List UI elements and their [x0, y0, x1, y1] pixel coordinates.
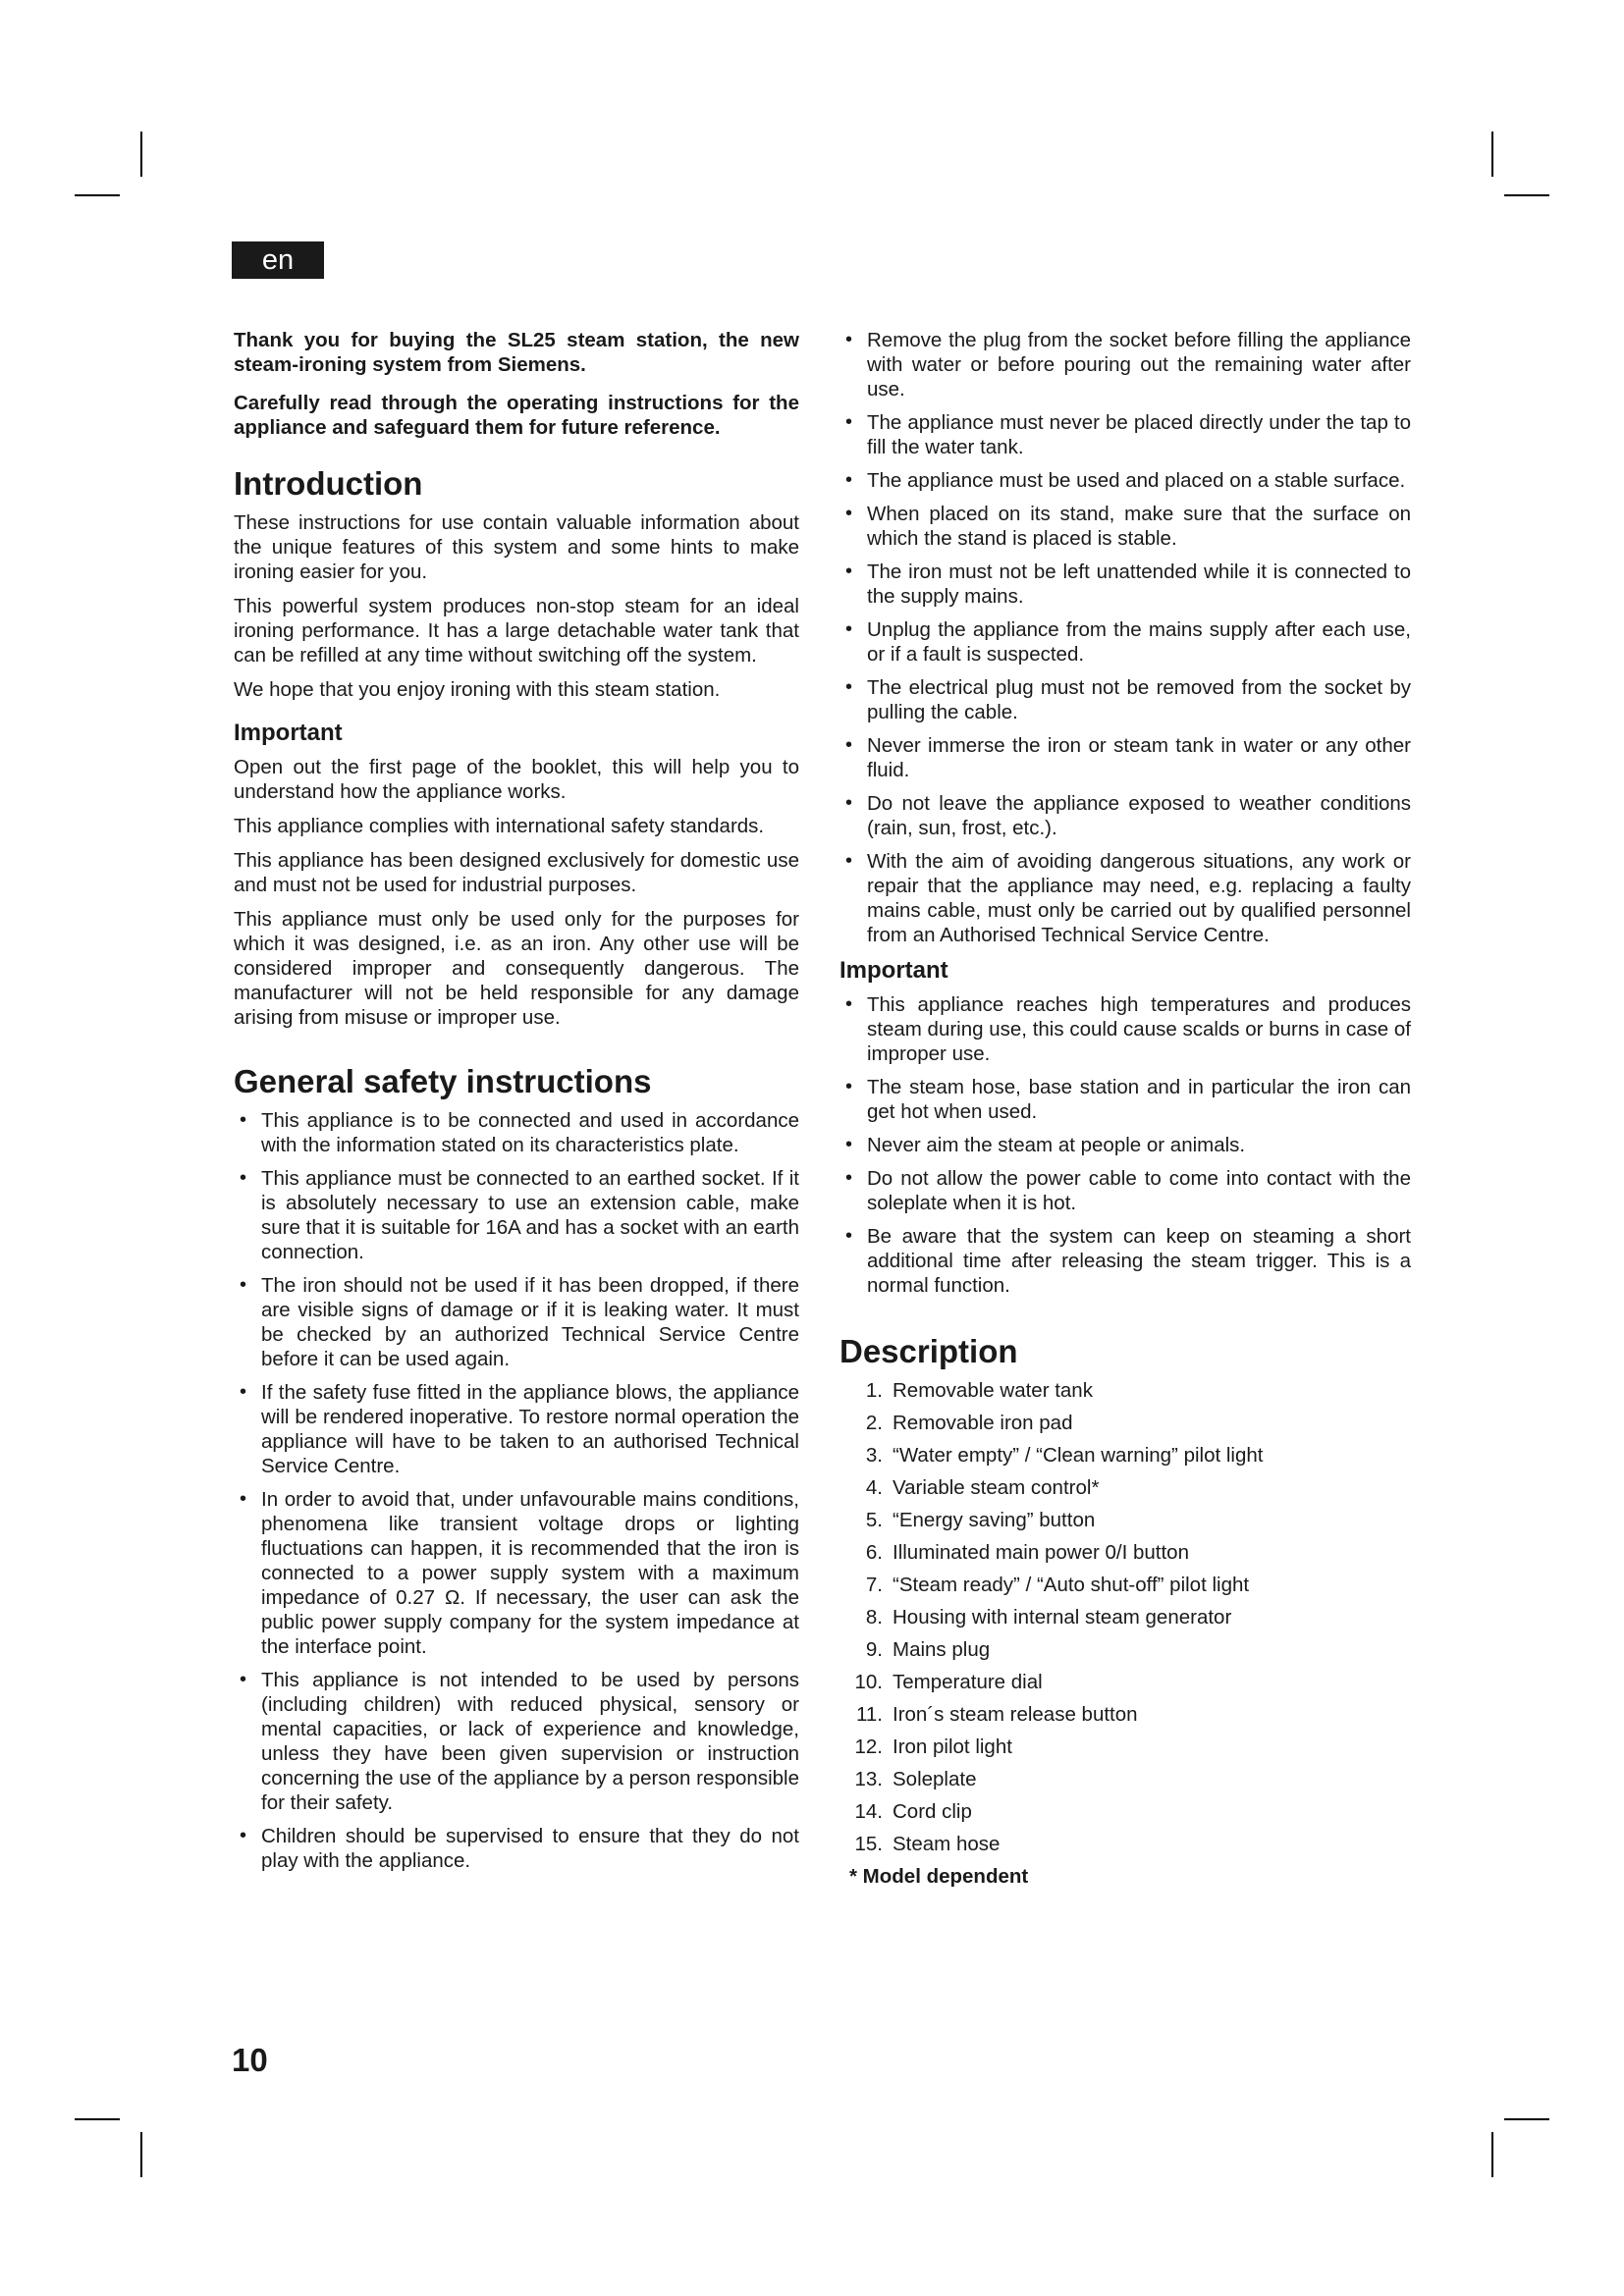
list-item: • This appliance is not intended to be used by persons (including children) with reduced physical, sensory or mental capacities, or lack of experience and knowledge, unless they have been given supervision or instruction concerning the use of the appliance by a person responsible for their safety.	[234, 1668, 799, 1815]
list-item: • Never immerse the iron or steam tank in water or any other fluid.	[839, 733, 1411, 782]
description-item-number: 9.	[865, 1638, 883, 1661]
list-item: • The steam hose, base station and in particular the iron can get hot when used.	[839, 1075, 1411, 1124]
model-dependent-note: * Model dependent	[849, 1865, 1029, 1888]
description-item-number: 3.	[865, 1444, 883, 1467]
description-item-label: Variable steam control*	[893, 1476, 1100, 1499]
list-item: • This appliance reaches high temperatures and produces steam during use, this could cause scalds or burns in case of improper use.	[839, 992, 1411, 1066]
description-item-number: 8.	[865, 1606, 883, 1629]
description-item	[839, 1637, 1411, 1662]
important-list	[839, 992, 1411, 1298]
description-item-label: “Steam ready” / “Auto shut-off” pilot light	[893, 1574, 1250, 1596]
description-item	[839, 1605, 1411, 1629]
description-item-label: Steam hose	[893, 1833, 1001, 1855]
description-item-label: Removable water tank	[893, 1379, 1093, 1402]
introduction-paragraph: We hope that you enjoy ironing with this steam station.	[234, 678, 721, 701]
list-item: • Unplug the appliance from the mains supply after each use, or if a fault is suspected.	[839, 617, 1411, 667]
right-column	[839, 328, 1411, 1889]
description-item-label: Removable iron pad	[893, 1412, 1073, 1434]
crop-mark	[1491, 2132, 1493, 2177]
description-list	[839, 1378, 1411, 1856]
description-item-label: Iron´s steam release button	[893, 1703, 1138, 1726]
introduction-heading: Introduction	[234, 465, 423, 502]
description-item-number: 10.	[854, 1671, 883, 1693]
description-item-number: 5.	[865, 1509, 883, 1531]
description-item-number: 2.	[865, 1412, 883, 1434]
list-item: • When placed on its stand, make sure that the surface on which the stand is placed is stable.	[839, 502, 1411, 551]
important-paragraph: This appliance must only be used only for the purposes for which it was designed, i.e. as an iron. Any other use will be considered improper and consequently dangerous. The manufacturer will not be held responsible for any damage arising from misuse or improper use.	[234, 908, 799, 1029]
description-item-number: 6.	[865, 1541, 883, 1564]
list-item: • Never aim the steam at people or animals.	[839, 1133, 1411, 1157]
intro-thanks: Thank you for buying the SL25 steam station, the new steam-ironing system from Siemens.	[234, 329, 799, 376]
description-item-number: 11.	[856, 1703, 883, 1726]
left-column	[234, 328, 799, 1882]
important-paragraph: This appliance has been designed exclusively for domestic use and must not be used for industrial purposes.	[234, 849, 799, 896]
description-item-label: “Water empty” / “Clean warning” pilot light	[893, 1444, 1264, 1467]
important-heading: Important	[839, 957, 948, 984]
list-item: • The electrical plug must not be removed from the socket by pulling the cable.	[839, 675, 1411, 724]
crop-mark	[1504, 194, 1549, 196]
description-item	[839, 1702, 1411, 1727]
list-item: • With the aim of avoiding dangerous situations, any work or repair that the appliance may need, e.g. replacing a faulty mains cable, must only be carried out by qualified personnel from an Authorised Technical Service Centre.	[839, 849, 1411, 947]
list-item: • The iron must not be left unattended while it is connected to the supply mains.	[839, 560, 1411, 609]
important-paragraph: Open out the first page of the booklet, this will help you to understand how the appliance works.	[234, 756, 799, 803]
list-item: • Be aware that the system can keep on steaming a short additional time after releasing the steam trigger. This is a normal function.	[839, 1224, 1411, 1298]
intro-read-instructions: Carefully read through the operating instructions for the appliance and safeguard them for future reference.	[234, 392, 799, 439]
description-item-label: Illuminated main power 0/I button	[893, 1541, 1189, 1564]
general-safety-heading: General safety instructions	[234, 1063, 652, 1099]
important-paragraph: This appliance complies with international safety standards.	[234, 815, 765, 837]
description-item	[839, 1378, 1411, 1403]
description-item	[839, 1540, 1411, 1565]
description-item-number: 13.	[854, 1768, 883, 1790]
description-item-number: 12.	[854, 1735, 883, 1758]
language-tab: en	[232, 241, 324, 279]
crop-mark	[75, 194, 120, 196]
list-item: • This appliance is to be connected and used in accordance with the information stated on its characteristics plate.	[234, 1108, 799, 1157]
description-item-label: Mains plug	[893, 1638, 991, 1661]
description-item-number: 15.	[854, 1833, 883, 1855]
description-item-number: 14.	[854, 1800, 883, 1823]
page-number: 10	[232, 2042, 268, 2078]
list-item: • Children should be supervised to ensure that they do not play with the appliance.	[234, 1824, 799, 1873]
description-item-label: Soleplate	[893, 1768, 977, 1790]
important-heading: Important	[234, 720, 343, 746]
description-item-label: Housing with internal steam generator	[893, 1606, 1232, 1629]
description-item-label: Cord clip	[893, 1800, 972, 1823]
introduction-paragraph: These instructions for use contain valuable information about the unique features of this system and some hints to make ironing easier for you.	[234, 511, 799, 583]
crop-mark	[1491, 132, 1493, 177]
list-item: • In order to avoid that, under unfavourable mains conditions, phenomena like transient voltage drops or lighting fluctuations can happen, it is recommended that the iron is connected to a power supply system with a maximum impedance of 0.27 Ω. If necessary, the user can ask the public power supply company for the system impedance at the interface point.	[234, 1487, 799, 1659]
description-item-label: “Energy saving” button	[893, 1509, 1096, 1531]
list-item: • The iron should not be used if it has been dropped, if there are visible signs of damage or if it is leaking water. It must be checked by an authorized Technical Service Centre before it can be used again.	[234, 1273, 799, 1371]
list-item: • The appliance must never be placed directly under the tap to fill the water tank.	[839, 410, 1411, 459]
description-item	[839, 1735, 1411, 1759]
general-safety-list	[234, 1108, 799, 1873]
crop-mark	[75, 2118, 120, 2120]
description-item	[839, 1799, 1411, 1824]
description-item	[839, 1767, 1411, 1791]
description-item	[839, 1475, 1411, 1500]
description-item	[839, 1508, 1411, 1532]
description-item	[839, 1832, 1411, 1856]
description-item-label: Iron pilot light	[893, 1735, 1012, 1758]
description-item	[839, 1443, 1411, 1468]
introduction-paragraph: This powerful system produces non-stop steam for an ideal ironing performance. It has a large detachable water tank that can be refilled at any time without switching off the system.	[234, 595, 799, 667]
safety-continued-list	[839, 328, 1411, 947]
description-item	[839, 1411, 1411, 1435]
description-item	[839, 1670, 1411, 1694]
crop-mark	[140, 2132, 142, 2177]
list-item: • Do not leave the appliance exposed to weather conditions (rain, sun, frost, etc.).	[839, 791, 1411, 840]
crop-mark	[140, 132, 142, 177]
description-item-number: 1.	[865, 1379, 883, 1402]
crop-mark	[1504, 2118, 1549, 2120]
description-item	[839, 1573, 1411, 1597]
list-item: • Remove the plug from the socket before filling the appliance with water or before pouring out the remaining water after use.	[839, 328, 1411, 401]
description-item-number: 7.	[865, 1574, 883, 1596]
list-item: • The appliance must be used and placed on a stable surface.	[839, 468, 1411, 493]
list-item: • This appliance must be connected to an earthed socket. If it is absolutely necessary to use an extension cable, make sure that it is suitable for 16A and has a socket with an earth connection.	[234, 1166, 799, 1264]
description-item-label: Temperature dial	[893, 1671, 1043, 1693]
list-item: • Do not allow the power cable to come into contact with the soleplate when it is hot.	[839, 1166, 1411, 1215]
list-item: • If the safety fuse fitted in the appliance blows, the appliance will be rendered inoperative. To restore normal operation the appliance will have to be taken to an authorised Technical Service Centre.	[234, 1380, 799, 1478]
description-item-number: 4.	[865, 1476, 883, 1499]
description-heading: Description	[839, 1333, 1018, 1369]
